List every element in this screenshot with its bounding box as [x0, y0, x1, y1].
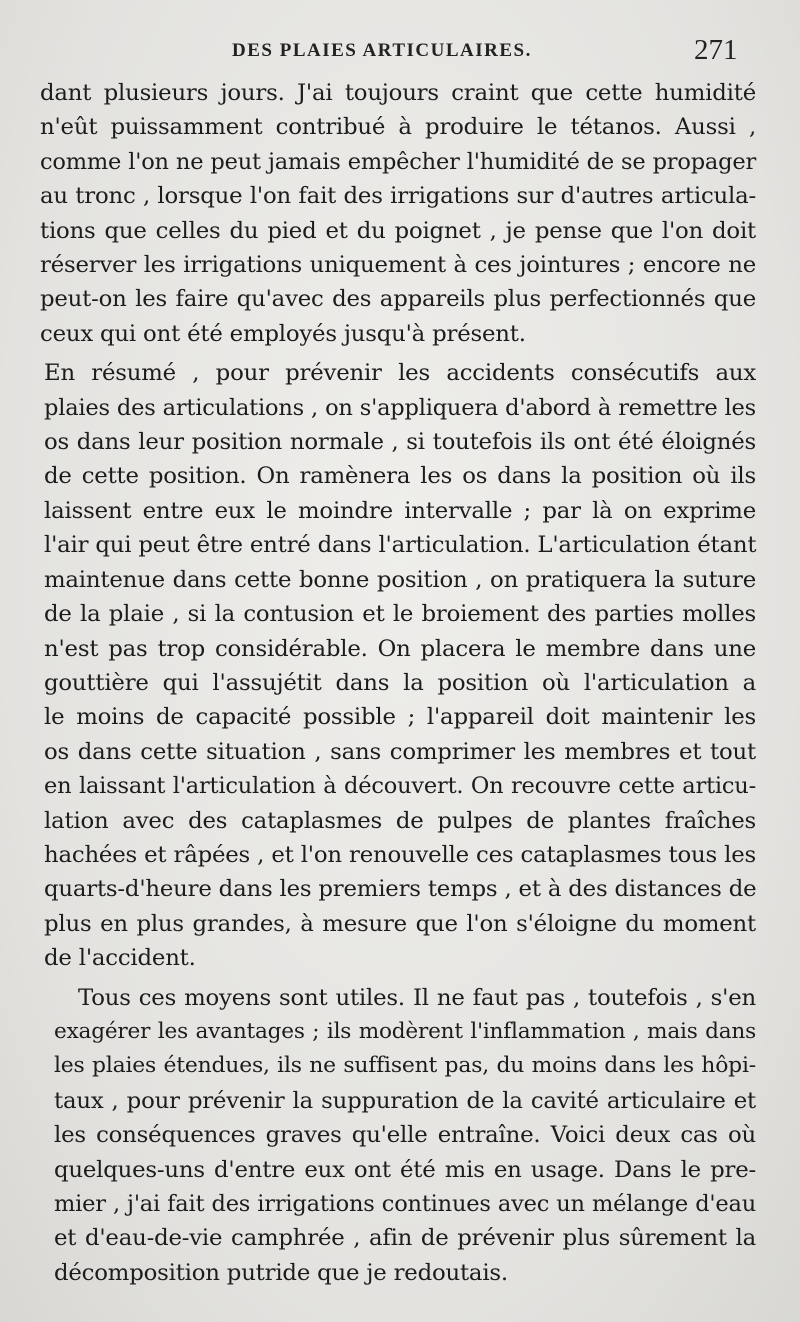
text-line: et d'eau-de-vie camphrée , afin de prévenir plus sûrement la [54, 1225, 756, 1252]
body-text [40, 76, 756, 1290]
text-line: de cette position. On ramènera les os dans la position où ils [44, 463, 756, 490]
text-line: n'eût puissamment contribué à produire le tétanos. Aussi , [40, 114, 756, 141]
paragraph-3 [40, 981, 756, 1291]
text-line: le moins de capacité possible ; l'appareil doit maintenir les [44, 704, 756, 731]
text-line: os dans leur position normale , si toutefois ils ont été éloignés [44, 429, 756, 456]
text-line: peut-on les faire qu'avec des appareils plus perfectionnés que [40, 286, 756, 313]
text-line: réserver les irrigations uniquement à ces jointures ; encore ne [40, 252, 756, 279]
text-line: hachées et râpées , et l'on renouvelle ces cataplasmes tous les [44, 841, 756, 868]
text-line: ceux qui ont été employés jusqu'à présent. [40, 320, 526, 347]
text-line: les plaies étendues, ils ne suffisent pas, du moins dans les hôpi- [54, 1053, 756, 1079]
text-line: quarts-d'heure dans les premiers temps , et à des distances de [44, 876, 757, 903]
text-line: En résumé , pour prévenir les accidents consécutifs aux [44, 360, 756, 387]
text-line: de l'accident. [44, 945, 196, 972]
text-line: comme l'on ne peut jamais empêcher l'humidité de se propager [40, 148, 756, 175]
text-line: plaies des articulations , on s'appliquera d'abord à remettre les [44, 394, 756, 421]
running-head [0, 34, 800, 74]
running-title: DES PLAIES ARTICULAIRES. [232, 40, 532, 61]
text-line: Tous ces moyens sont utiles. Il ne faut pas , toutefois , s'en [78, 984, 756, 1011]
text-line: l'air qui peut être entré dans l'articulation. L'articulation étant [44, 532, 757, 559]
text-line: plus en plus grandes, à mesure que l'on s'éloigne du moment [44, 910, 756, 937]
text-line: n'est pas trop considérable. On placera le membre dans une [44, 635, 756, 662]
page-number: 271 [694, 34, 738, 66]
text-line: les conséquences graves qu'elle entraîne. Voici deux cas où [54, 1122, 756, 1149]
text-line: taux , pour prévenir la suppuration de la cavité articulaire et [54, 1087, 756, 1114]
text-line: au tronc , lorsque l'on fait des irrigations sur d'autres articula- [40, 183, 756, 210]
text-line: gouttière qui l'assujétit dans la position où l'articulation a [44, 669, 756, 696]
paragraph-1 [40, 76, 756, 351]
paragraph-2 [40, 356, 756, 975]
text-line: lation avec des cataplasmes de pulpes de plantes fraîches [44, 807, 756, 834]
text-line: décomposition putride que je redoutais. [54, 1259, 508, 1286]
text-line: en laissant l'articulation à découvert. On recouvre cette articu- [44, 773, 756, 800]
text-line: exagérer les avantages ; ils modèrent l'inflammation , mais dans [54, 1018, 756, 1044]
text-line: quelques-uns d'entre eux ont été mis en usage. Dans le pre- [54, 1156, 756, 1183]
text-line: tions que celles du pied et du poignet , je pense que l'on doit [40, 217, 756, 244]
text-line: de la plaie , si la contusion et le broiement des parties molles [44, 601, 756, 628]
text-line: os dans cette situation , sans comprimer les membres et tout [44, 738, 756, 765]
text-line: dant plusieurs jours. J'ai toujours craint que cette humidité [40, 80, 756, 106]
text-line: laissent entre eux le moindre intervalle ; par là on exprime [44, 497, 756, 524]
text-line: mier , j'ai fait des irrigations continues avec un mélange d'eau [54, 1191, 756, 1217]
text-line: maintenue dans cette bonne position , on pratiquera la suture [44, 566, 756, 593]
